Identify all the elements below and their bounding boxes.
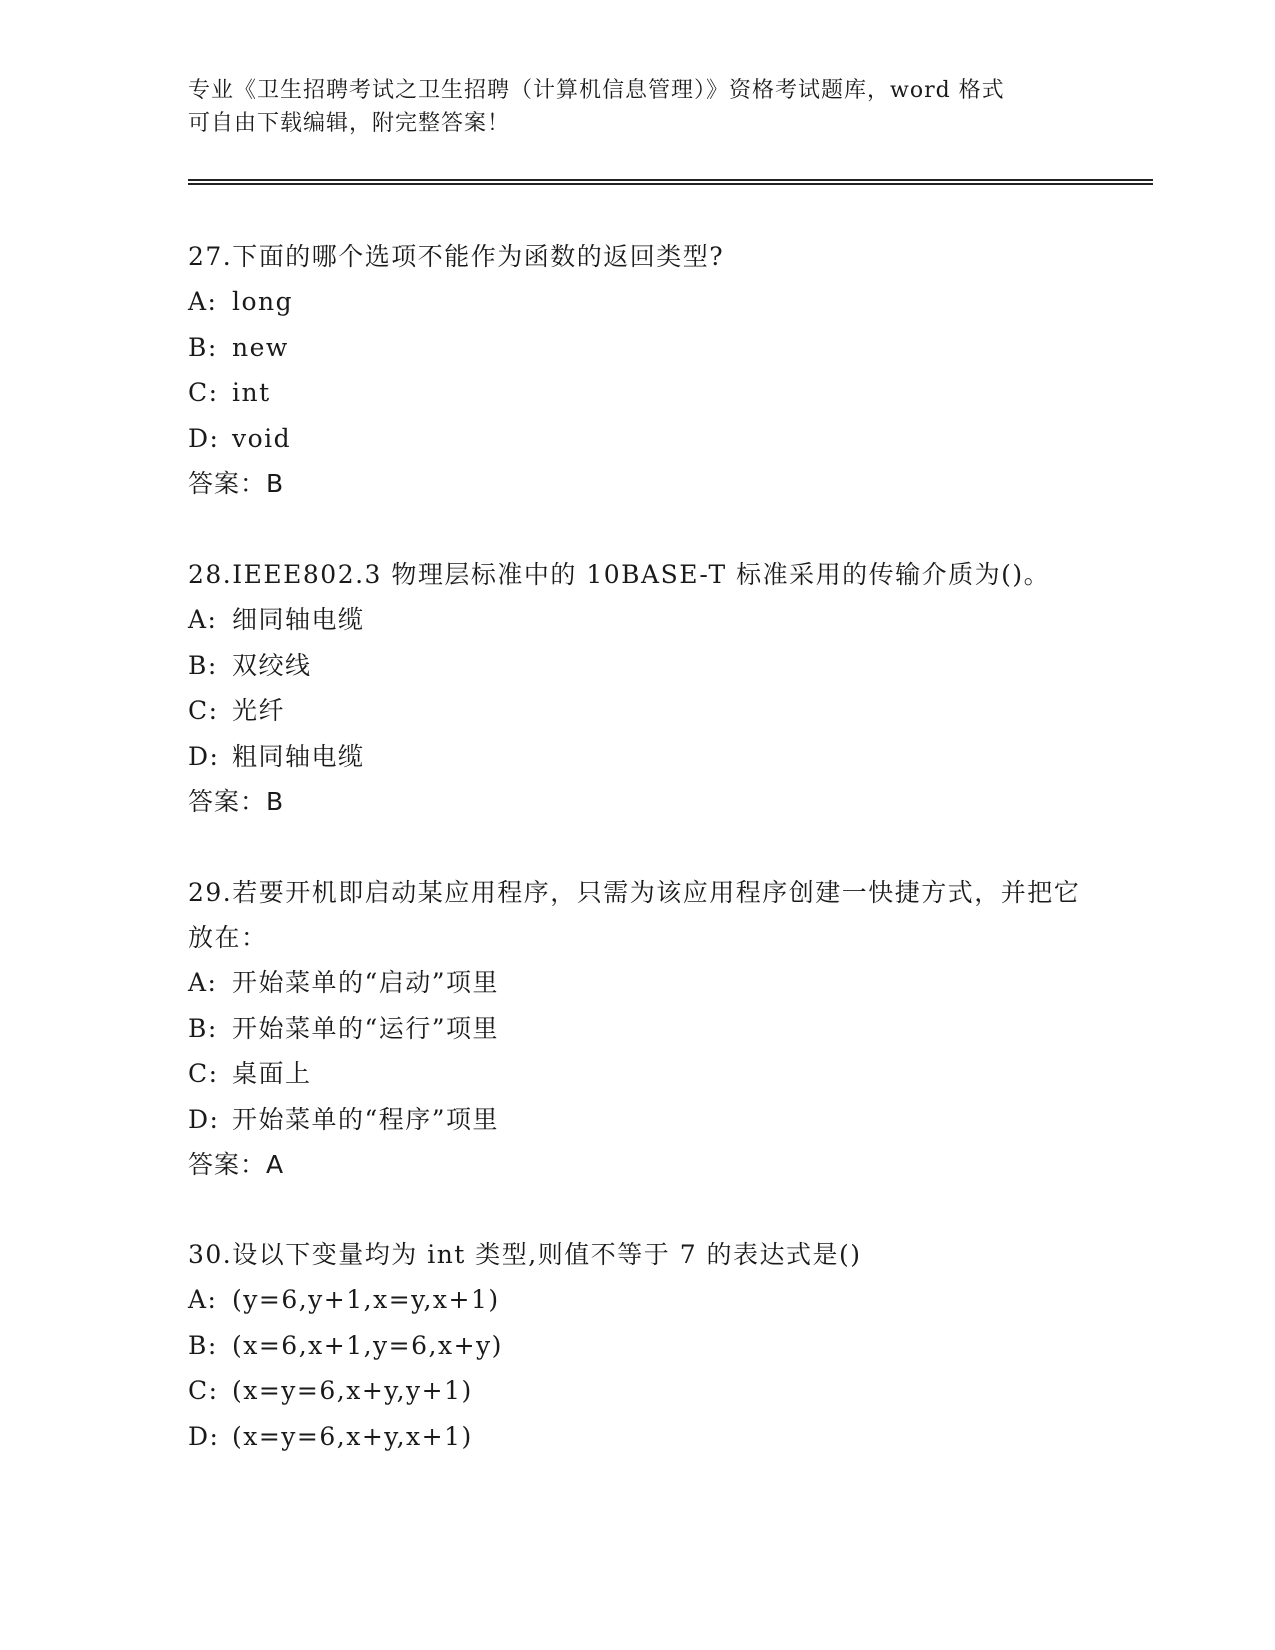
option-letter: B: [188, 1013, 218, 1043]
option-letter: D: [188, 741, 220, 771]
question-title: 27.下面的哪个选项不能作为函数的返回类型? [188, 242, 725, 271]
option-b [188, 643, 1108, 689]
option-a [188, 279, 1108, 325]
option-c [188, 688, 1108, 734]
option-text: (x=6,x+1,y=6,x+y) [232, 1330, 503, 1360]
header-divider-top [188, 179, 1153, 181]
option-text: 开始菜单的“运行”项里 [232, 1013, 500, 1043]
option-b [188, 325, 1108, 371]
option-d [188, 416, 1108, 462]
option-text: new [232, 332, 289, 362]
option-text: int [232, 378, 271, 407]
option-letter: C: [188, 696, 219, 725]
option-c [188, 1368, 1108, 1414]
option-text: 开始菜单的“程序”项里 [232, 1104, 500, 1134]
option-letter: C: [188, 378, 219, 407]
option-b [188, 1006, 1108, 1052]
question-27 [188, 234, 1108, 506]
option-letter: B: [188, 332, 218, 362]
option-d [188, 1414, 1108, 1460]
option-b [188, 1323, 1108, 1369]
answer-line: 答案：A [188, 1150, 285, 1179]
option-text: long [232, 287, 294, 316]
option-text: 桌面上 [232, 1059, 312, 1088]
option-text: 细同轴电缆 [232, 605, 365, 634]
option-letter: A: [188, 287, 218, 316]
question-title: 28.IEEE802.3 物理层标准中的 10BASE-T 标准采用的传输介质为()。 [188, 560, 1051, 589]
option-text: void [232, 423, 292, 453]
option-text: (x=y=6,x+y,x+1) [232, 1421, 473, 1451]
option-d [188, 734, 1108, 780]
option-text: (x=y=6,x+y,y+1) [232, 1376, 473, 1405]
option-letter: B: [188, 650, 218, 680]
header-line-2: 可自由下载编辑，附完整答案！ [188, 111, 511, 136]
header-divider-bottom [188, 183, 1153, 185]
question-29 [188, 870, 1108, 1187]
option-d [188, 1097, 1108, 1143]
header-line-1: 专业《卫生招聘考试之卫生招聘（计算机信息管理）》资格考试题库，word 格式 [188, 78, 1005, 103]
option-a [188, 597, 1108, 643]
option-letter: C: [188, 1059, 219, 1088]
option-text: 光纤 [232, 696, 286, 725]
question-title: 30.设以下变量均为 int 类型,则值不等于 7 的表达式是() [188, 1240, 862, 1269]
option-c [188, 370, 1108, 416]
option-letter: C: [188, 1376, 219, 1405]
question-30 [188, 1232, 1108, 1459]
option-text: 开始菜单的“启动”项里 [232, 968, 500, 997]
option-text: 粗同轴电缆 [232, 741, 365, 771]
option-a [188, 960, 1108, 1006]
option-letter: D: [188, 1421, 220, 1451]
option-letter: A: [188, 968, 218, 997]
option-a [188, 1277, 1108, 1323]
option-letter: B: [188, 1330, 218, 1360]
option-c [188, 1051, 1108, 1097]
question-title: 29.若要开机即启动某应用程序，只需为该应用程序创建一快捷方式，并把它放在： [188, 878, 1081, 952]
option-text: 双绞线 [232, 650, 312, 680]
question-28 [188, 552, 1108, 824]
page-header [188, 74, 1088, 140]
option-letter: D: [188, 1104, 220, 1134]
option-text: (y=6,y+1,x=y,x+1) [232, 1285, 500, 1314]
option-letter: D: [188, 423, 220, 453]
answer-line: 答案：B [188, 787, 285, 816]
option-letter: A: [188, 1285, 218, 1314]
answer-line: 答案：B [188, 469, 285, 498]
option-letter: A: [188, 605, 218, 634]
